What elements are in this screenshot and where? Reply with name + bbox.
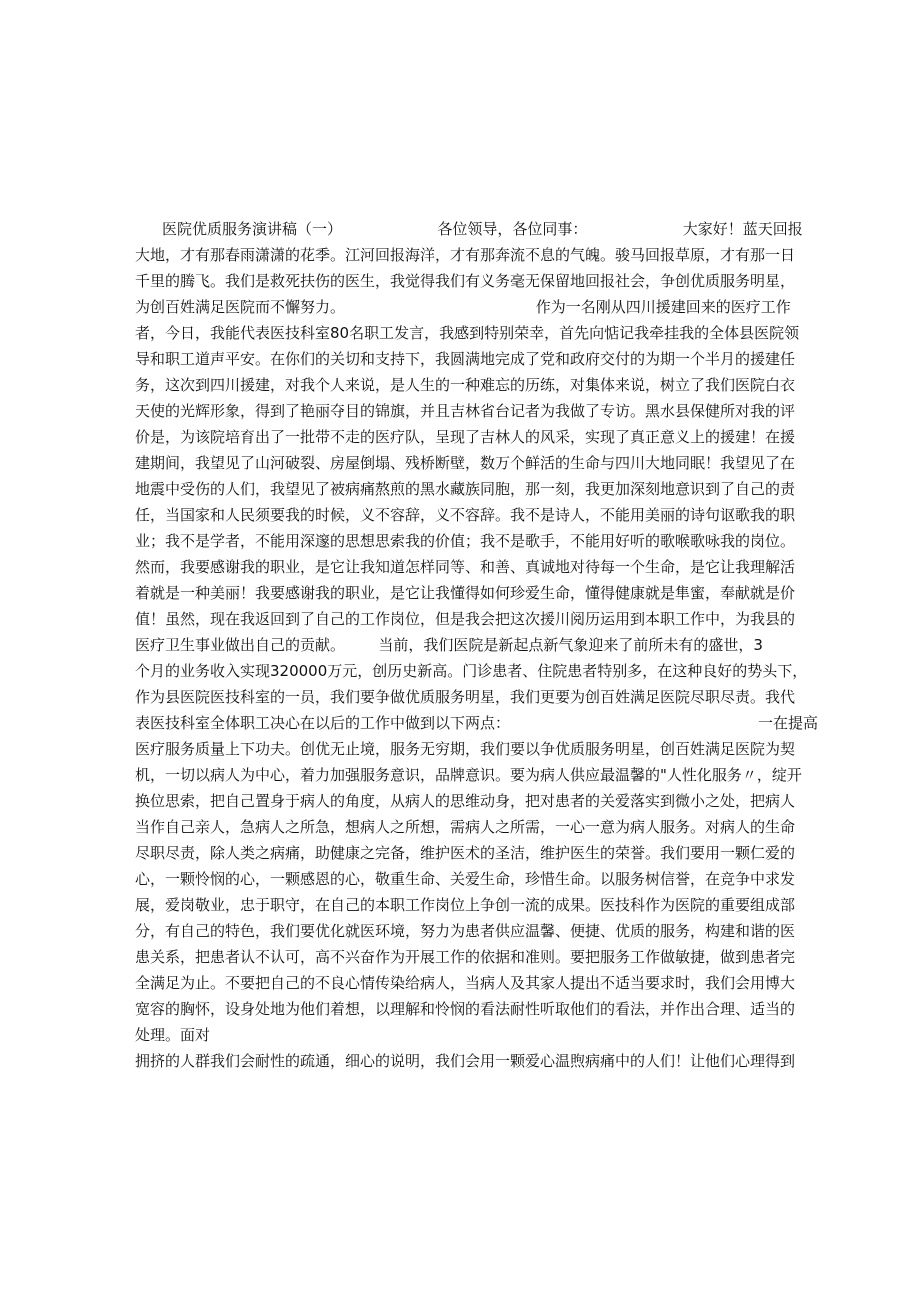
document-line: 价是，为该院培育出了一批带不走的医疗队，呈现了吉林人的风采，实现了真正意义上的援建！在援 <box>135 428 796 446</box>
document-line: 千里的腾飞。我们是救死扶伤的医生，我觉得我们有义务毫无保留地回报社会，争创优质服务明星， <box>135 272 796 290</box>
document-line: 尽职尽责，除人类之病痛，助健康之完备，维护医术的圣洁，维护医生的荣誉。我们要用一颗仁爱的 <box>135 844 796 862</box>
document-line: 当作自己亲人，急病人之所急，想病人之所想，需病人之所需，一心一意为病人服务。对病人的生命 <box>135 818 796 836</box>
document-line: 作为县医院医技科室的一员，我们要争做优质服务明星，我们更要为创百姓满足医院尽职尽责。我代 <box>135 688 796 706</box>
document-line: 处理。面对 <box>135 1026 211 1044</box>
document-line: 导和职工道声平安。在你们的关切和支持下，我圆满地完成了党和政府交付的为期一个半月的援建任 <box>135 350 796 368</box>
document-line: 展，爱岗敬业，忠于职守，在自己的本职工作岗位上争创一流的成果。医技科作为医院的重要组成部 <box>135 896 796 914</box>
document-line: 地震中受伤的人们，我望见了被病痛熬煎的黑水藏族同胞，那一刻，我更加深刻地意识到了自己的责 <box>135 480 796 498</box>
document-line: 任，当国家和人民须要我的时候，义不容辞，义不容辞。我不是诗人，不能用美丽的诗句讴歌我的职 <box>135 506 796 524</box>
document-line: 建期间，我望见了山河破裂、房屋倒塌、残桥断壁，数万个鲜活的生命与四川大地同眠！我望见了在 <box>135 454 796 472</box>
document-line: 心，一颗怜悯的心，一颗感恩的心，敬重生命、关爱生命，珍惜生命。以服务树信誉，在竞争中求发 <box>135 870 796 888</box>
document-line: 着就是一种美丽！我要感谢我的职业，是它让我懂得如何珍爱生命，懂得健康就是隼蜜，奉献就是价 <box>135 584 796 602</box>
document-line: 患关系，把患者认不认可，高不兴奋作为开展工作的依据和准则。要把服务工作做敏捷，做到患者完 <box>135 948 796 966</box>
document-line: 务，这次到四川援建，对我个人来说，是人生的一种难忘的历练，对集体来说，树立了我们医院白衣 <box>135 376 796 394</box>
document-line: 换位思索，把自己置身于病人的角度，从病人的思维动身，把对患者的关爱落实到微小之处，把病人 <box>135 792 796 810</box>
document-line: 分，有自己的特色，我们要优化就医环境，努力为患者供应温馨、便捷、优质的服务，构建和谐的医 <box>135 922 796 940</box>
document-line: 天使的光辉形象，得到了艳丽夺目的锦旗，并且吉林省台记者为我做了专访。黑水县保健所对我的评 <box>135 402 796 420</box>
document-line: 为创百姓满足医院而不懈努力。 作为一名刚从四川援建回来的医疗工作 <box>135 298 791 316</box>
document-line: 医疗卫生事业做出自己的贡献。 当前，我们医院是新起点新气象迎来了前所未有的盛世，3 <box>135 636 763 654</box>
document-line: 医疗服务质量上下功夫。创优无止境，服务无穷期，我们要以争优质服务明星，创百姓满足医院为契 <box>135 740 796 758</box>
document-line: 大地，才有那春雨潇潇的花季。江河回报海洋，才有那奔流不息的气魄。骏马回报草原，才有那一日 <box>135 246 796 264</box>
document-line: 个月的业务收入实现320000万元，创历史新高。门诊患者、住院患者特别多，在这种良好的势头下， <box>135 662 808 680</box>
document-line: 医院优质服务演讲稿（一） 各位领导，各位同事： 大家好！蓝天回报 <box>162 220 803 238</box>
document-line: 业；我不是学者，不能用深邃的思想思索我的价值；我不是歌手，不能用好听的歌喉歌咏我的岗位。 <box>135 532 796 550</box>
document-line: 者，今日，我能代表医技科室80名职工发言，我感到特别荣幸，首先向惦记我牵挂我的全体县医院领 <box>135 324 800 342</box>
document-line: 拥挤的人群我们会耐性的疏通，细心的说明，我们会用一颗爱心温煦病痛中的人们！让他们心理得到 <box>135 1052 796 1070</box>
document-line: 全满足为止。不要把自己的不良心情传染给病人，当病人及其家人提出不适当要求时，我们会用博大 <box>135 974 796 992</box>
document-line: 宽容的胸怀，设身处地为他们着想，以理解和怜悯的看法耐性听取他们的看法，并作出合理、适当的 <box>135 1000 796 1018</box>
document-line: 机，一切以病人为中心，着力加强服务意识，品牌意识。要为病人供应最温馨的"人性化服务〃，绽开 <box>135 766 802 784</box>
document-line: 然而，我要感谢我的职业，是它让我知道怎样同等、和善、真诚地对待每一个生命，是它让我理解活 <box>135 558 796 576</box>
document-line: 表医技科室全体职工决心在以后的工作中做到以下两点： 一在提高 <box>135 714 818 732</box>
document-line: 值！虽然，现在我返回到了自己的工作岗位，但是我会把这次援川阅历运用到本职工作中，为我县的 <box>135 610 796 628</box>
